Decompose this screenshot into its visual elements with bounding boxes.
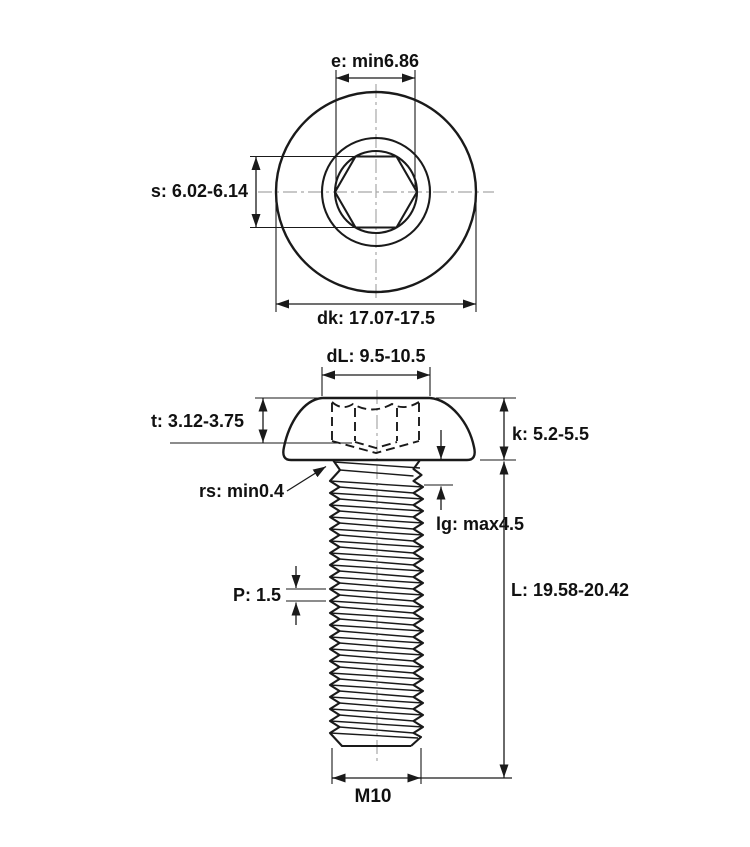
dim-t [151,398,352,443]
dim-P [233,566,326,625]
dim-label-rs: rs: min0.4 [198,481,284,501]
hidden-socket [332,402,419,453]
dim-s [151,157,356,228]
socket-bottom-chevron [355,442,397,448]
dim-label-dk: dk: 17.07-17.5 [316,308,436,328]
dim-M10 [332,748,512,807]
dim-e [331,51,419,190]
socket-drill-scallops [332,402,419,410]
dim-label-lg: lg: max4.5 [436,514,525,534]
dim-label-e: e: min6.86 [330,51,420,71]
dim-label-t: t: 3.12-3.75 [150,411,244,431]
dim-label-s: s: 6.02-6.14 [150,181,248,201]
dim-label-thread: M10 [354,786,392,807]
dim-L [504,462,629,778]
side-view [151,346,629,807]
dim-label-dL: dL: 9.5-10.5 [326,346,426,366]
dim-k [436,398,589,460]
top-view [151,51,494,328]
dim-dL [322,346,430,396]
dim-label-L: L: 19.58-20.42 [511,580,630,600]
head-outline [283,398,474,460]
dim-label-P: P: 1.5 [232,585,281,605]
dim-label-k: k: 5.2-5.5 [512,424,590,444]
dim-rs [199,467,326,502]
dim-rs-leader [287,467,326,492]
